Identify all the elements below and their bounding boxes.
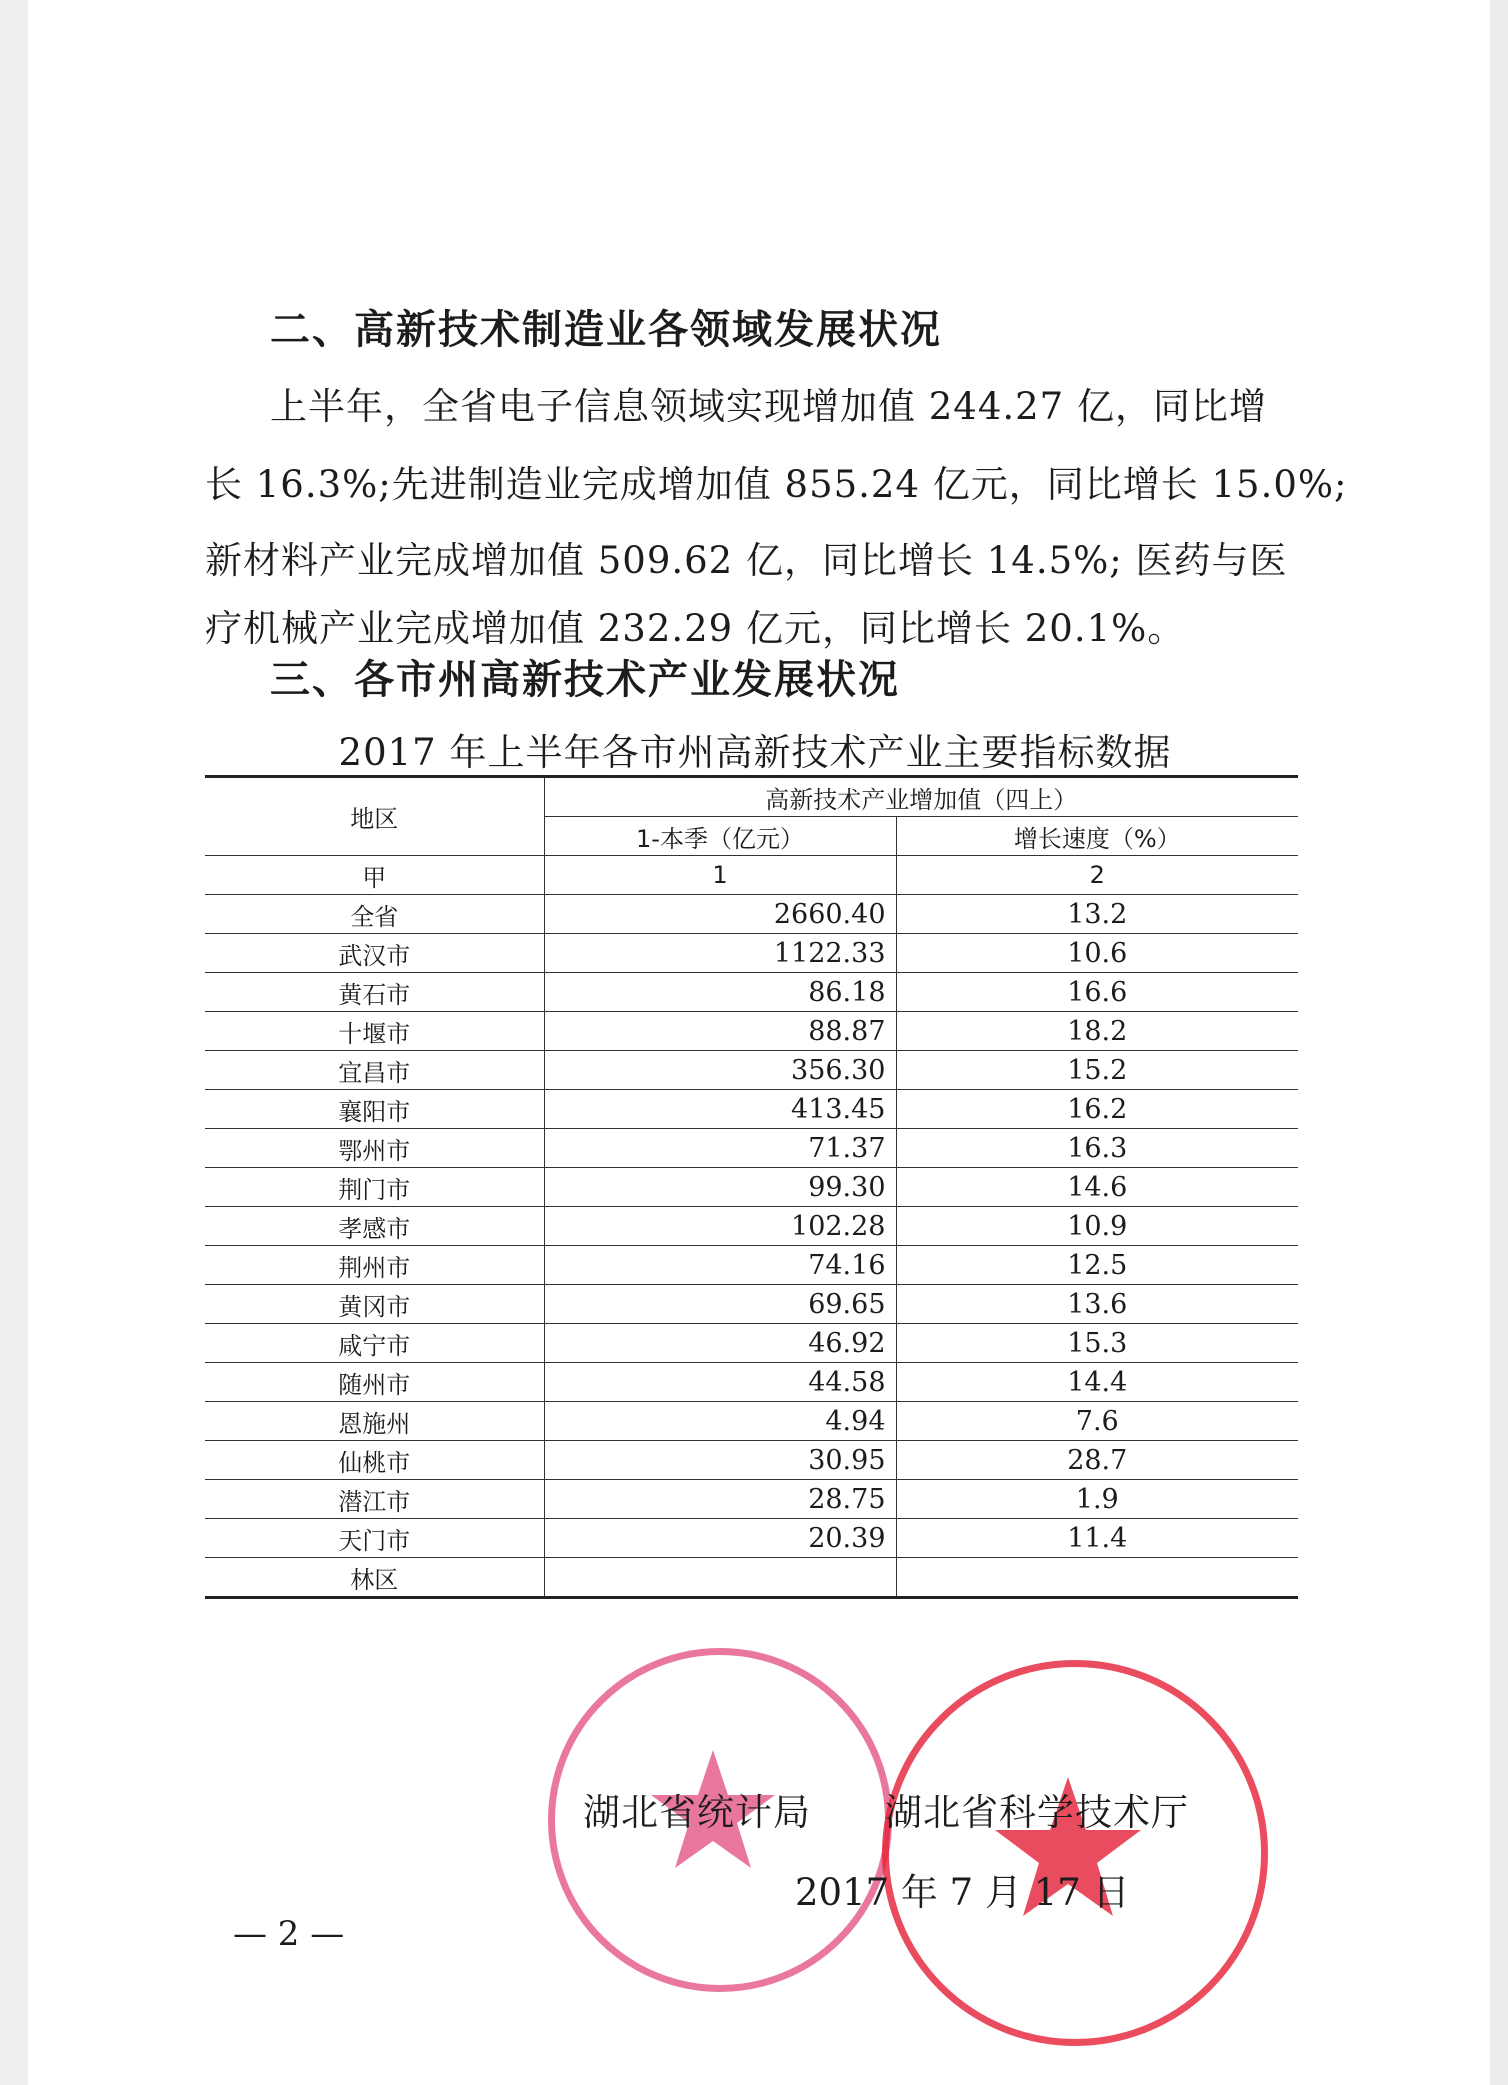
table-row bbox=[205, 1441, 1298, 1480]
value-cell: 1122.33 bbox=[544, 934, 896, 973]
growth-cell: 7.6 bbox=[896, 1402, 1298, 1441]
table-row bbox=[205, 1480, 1298, 1519]
growth-cell: 14.6 bbox=[896, 1168, 1298, 1207]
growth-cell: 16.6 bbox=[896, 973, 1298, 1012]
region-cell: 武汉市 bbox=[205, 934, 544, 973]
table-body bbox=[205, 895, 1298, 1598]
table-row bbox=[205, 1558, 1298, 1598]
growth-cell: 15.3 bbox=[896, 1324, 1298, 1363]
signature-date: 2017 年 7 月 17 日 bbox=[795, 1871, 1130, 1914]
region-cell: 十堰市 bbox=[205, 1012, 544, 1051]
growth-cell: 16.2 bbox=[896, 1090, 1298, 1129]
region-cell: 鄂州市 bbox=[205, 1129, 544, 1168]
section-heading-2: 二、高新技术制造业各领域发展状况 bbox=[270, 307, 942, 353]
seal-right-star-icon bbox=[889, 1667, 1247, 2025]
value-cell: 99.30 bbox=[544, 1168, 896, 1207]
table-row bbox=[205, 934, 1298, 973]
value-cell: 30.95 bbox=[544, 1441, 896, 1480]
index-growth: 2 bbox=[896, 856, 1298, 895]
table-row bbox=[205, 1246, 1298, 1285]
growth-cell: 10.9 bbox=[896, 1207, 1298, 1246]
table-row bbox=[205, 1285, 1298, 1324]
region-cell: 潜江市 bbox=[205, 1480, 544, 1519]
region-cell: 襄阳市 bbox=[205, 1090, 544, 1129]
table-row bbox=[205, 1519, 1298, 1558]
growth-cell: 15.2 bbox=[896, 1051, 1298, 1090]
table-row bbox=[205, 895, 1298, 934]
value-cell: 88.87 bbox=[544, 1012, 896, 1051]
table-row bbox=[205, 1129, 1298, 1168]
region-cell: 荆门市 bbox=[205, 1168, 544, 1207]
region-cell: 恩施州 bbox=[205, 1402, 544, 1441]
table-row bbox=[205, 1207, 1298, 1246]
paragraph-line-3: 新材料产业完成增加值 509.62 亿，同比增长 14.5%; 医药与医 bbox=[205, 539, 1288, 582]
value-cell bbox=[544, 1558, 896, 1598]
header-group: 高新技术产业增加值（四上） bbox=[544, 777, 1298, 817]
region-cell: 黄石市 bbox=[205, 973, 544, 1012]
growth-cell: 10.6 bbox=[896, 934, 1298, 973]
growth-cell: 18.2 bbox=[896, 1012, 1298, 1051]
region-cell: 随州市 bbox=[205, 1363, 544, 1402]
growth-cell bbox=[896, 1558, 1298, 1598]
header-value: 1-本季（亿元） bbox=[544, 817, 896, 856]
region-cell: 咸宁市 bbox=[205, 1324, 544, 1363]
index-region: 甲 bbox=[205, 856, 544, 895]
page-number: — 2 — bbox=[233, 1914, 345, 1954]
indicator-table bbox=[205, 775, 1298, 1599]
value-cell: 46.92 bbox=[544, 1324, 896, 1363]
signature-science-department: 湖北省科学技术厅 bbox=[885, 1791, 1189, 1834]
region-cell: 全省 bbox=[205, 895, 544, 934]
table-row bbox=[205, 1012, 1298, 1051]
growth-cell: 1.9 bbox=[896, 1480, 1298, 1519]
growth-cell: 11.4 bbox=[896, 1519, 1298, 1558]
value-cell: 356.30 bbox=[544, 1051, 896, 1090]
growth-cell: 13.6 bbox=[896, 1285, 1298, 1324]
signature-statistics-bureau: 湖北省统计局 bbox=[583, 1791, 811, 1834]
header-region: 地区 bbox=[205, 777, 544, 856]
value-cell: 44.58 bbox=[544, 1363, 896, 1402]
region-cell: 荆州市 bbox=[205, 1246, 544, 1285]
value-cell: 74.16 bbox=[544, 1246, 896, 1285]
header-growth: 增长速度（%） bbox=[896, 817, 1298, 856]
region-cell: 仙桃市 bbox=[205, 1441, 544, 1480]
growth-cell: 14.4 bbox=[896, 1363, 1298, 1402]
value-cell: 413.45 bbox=[544, 1090, 896, 1129]
value-cell: 2660.40 bbox=[544, 895, 896, 934]
table-row bbox=[205, 1363, 1298, 1402]
table-row bbox=[205, 1402, 1298, 1441]
growth-cell: 13.2 bbox=[896, 895, 1298, 934]
table-row bbox=[205, 1324, 1298, 1363]
value-cell: 69.65 bbox=[544, 1285, 896, 1324]
science-department-seal bbox=[882, 1660, 1268, 2046]
region-cell: 宜昌市 bbox=[205, 1051, 544, 1090]
paragraph-line-2: 长 16.3%;先进制造业完成增加值 855.24 亿元，同比增长 15.0%; bbox=[205, 463, 1348, 506]
value-cell: 28.75 bbox=[544, 1480, 896, 1519]
growth-cell: 16.3 bbox=[896, 1129, 1298, 1168]
section-heading-3: 三、各市州高新技术产业发展状况 bbox=[270, 657, 900, 703]
table-title: 2017 年上半年各市州高新技术产业主要指标数据 bbox=[338, 731, 1172, 774]
growth-cell: 12.5 bbox=[896, 1246, 1298, 1285]
region-cell: 黄冈市 bbox=[205, 1285, 544, 1324]
table-row bbox=[205, 973, 1298, 1012]
region-cell: 林区 bbox=[205, 1558, 544, 1598]
value-cell: 20.39 bbox=[544, 1519, 896, 1558]
table-row bbox=[205, 1051, 1298, 1090]
growth-cell: 28.7 bbox=[896, 1441, 1298, 1480]
value-cell: 102.28 bbox=[544, 1207, 896, 1246]
table-row bbox=[205, 1168, 1298, 1207]
value-cell: 71.37 bbox=[544, 1129, 896, 1168]
index-value: 1 bbox=[544, 856, 896, 895]
region-cell: 孝感市 bbox=[205, 1207, 544, 1246]
value-cell: 4.94 bbox=[544, 1402, 896, 1441]
paragraph-line-1: 上半年，全省电子信息领域实现增加值 244.27 亿，同比增 bbox=[270, 385, 1267, 428]
value-cell: 86.18 bbox=[544, 973, 896, 1012]
paragraph-line-4: 疗机械产业完成增加值 232.29 亿元，同比增长 20.1%。 bbox=[205, 607, 1186, 650]
region-cell: 天门市 bbox=[205, 1519, 544, 1558]
table-row bbox=[205, 1090, 1298, 1129]
